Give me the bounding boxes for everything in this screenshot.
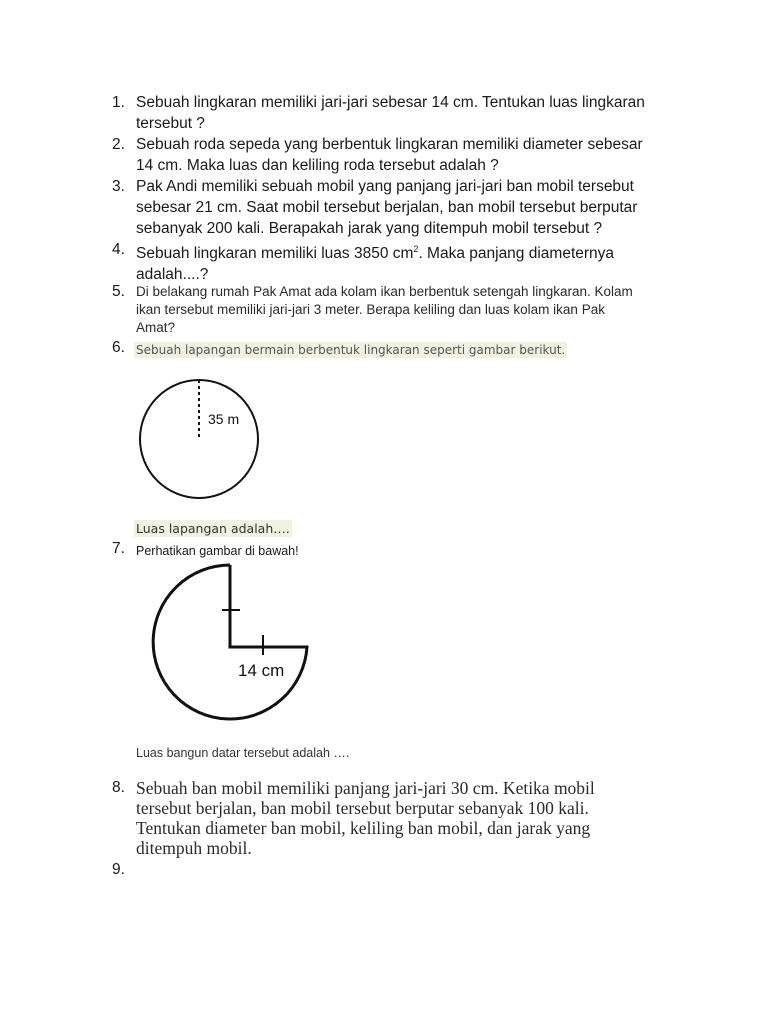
question-8-line-4: ditempuh mobil. [136, 838, 252, 858]
question-5-text [136, 283, 633, 337]
question-7-caption: Luas bangun datar tersebut adalah …. [136, 746, 350, 760]
question-2-text [136, 134, 643, 176]
question-5-line-1: Di belakang rumah Pak Amat ada kolam ikan berbentuk setengah lingkaran. Kolam [136, 284, 633, 299]
question-8-text [136, 778, 595, 858]
question-8-line-2: tersebut berjalan, ban mobil tersebut berputar sebanyak 100 kali. [136, 798, 589, 818]
question-9-number: 9. [112, 861, 125, 878]
three-quarter-circle-figure [130, 555, 320, 745]
circle-figure [130, 370, 270, 510]
question-6-highlighted-text: Sebuah lapangan bermain berbentuk lingkaran seperti gambar berikut. [136, 343, 566, 357]
question-3-line-3: sebanyak 200 kali. Berapakah jarak yang ditempuh mobil tersebut ? [136, 220, 603, 237]
question-7-text: Perhatikan gambar di bawah! [136, 544, 299, 558]
question-1-number: 1. [112, 94, 125, 111]
question-5-line-3: Amat? [136, 320, 176, 335]
question-2-line-1: Sebuah roda sepeda yang berbentuk lingkaran memiliki diameter sebesar [136, 136, 643, 153]
question-6-caption: Luas lapangan adalah…. [136, 521, 290, 536]
radius-label: 14 cm [238, 661, 285, 680]
question-5-number: 5. [112, 283, 125, 300]
question-6-text [134, 339, 567, 361]
question-4-number: 4. [112, 241, 125, 258]
circle-outline [140, 380, 258, 498]
question-8-number: 8. [112, 779, 125, 796]
question-1-text [136, 92, 645, 134]
question-1-line-2: tersebut ? [136, 115, 205, 132]
question-3-text [136, 176, 637, 239]
question-3-line-2: sebesar 21 cm. Saat mobil tersebut berjalan, ban mobil tersebut berputar [136, 199, 638, 216]
question-4-line-1: Sebuah lingkaran memiliki luas 3850 $cm^2$. Maka panjang diameternya [136, 244, 615, 263]
question-3-number: 3. [112, 178, 125, 195]
three-quarter-circle-outline [153, 565, 307, 719]
question-3-line-1: Pak Andi memiliki sebuah mobil yang panjang jari-jari ban mobil tersebut [136, 178, 634, 195]
question-4-text [136, 239, 614, 285]
question-2-line-2: 14 cm. Maka luas dan keliling roda tersebut adalah ? [136, 157, 499, 174]
question-4-line-2: adalah....? [136, 266, 209, 284]
question-8-line-3: Tentukan diameter ban mobil, keliling ban mobil, dan jarak yang [136, 818, 591, 838]
question-2-number: 2. [112, 136, 125, 153]
radius-label: 35 m [208, 411, 240, 427]
question-7-number: 7. [112, 540, 125, 557]
question-8-line-1: Sebuah ban mobil memiliki panjang jari-jari 30 cm. Ketika mobil [136, 778, 595, 798]
question-5-line-2: ikan tersebut memiliki jari-jari 3 meter. Berapa keliling dan luas kolam ikan Pak [136, 302, 605, 317]
question-1-line-1: Sebuah lingkaran memiliki jari-jari sebesar 14 cm. Tentukan luas lingkaran [136, 94, 645, 111]
question-6-number: 6. [112, 339, 125, 356]
